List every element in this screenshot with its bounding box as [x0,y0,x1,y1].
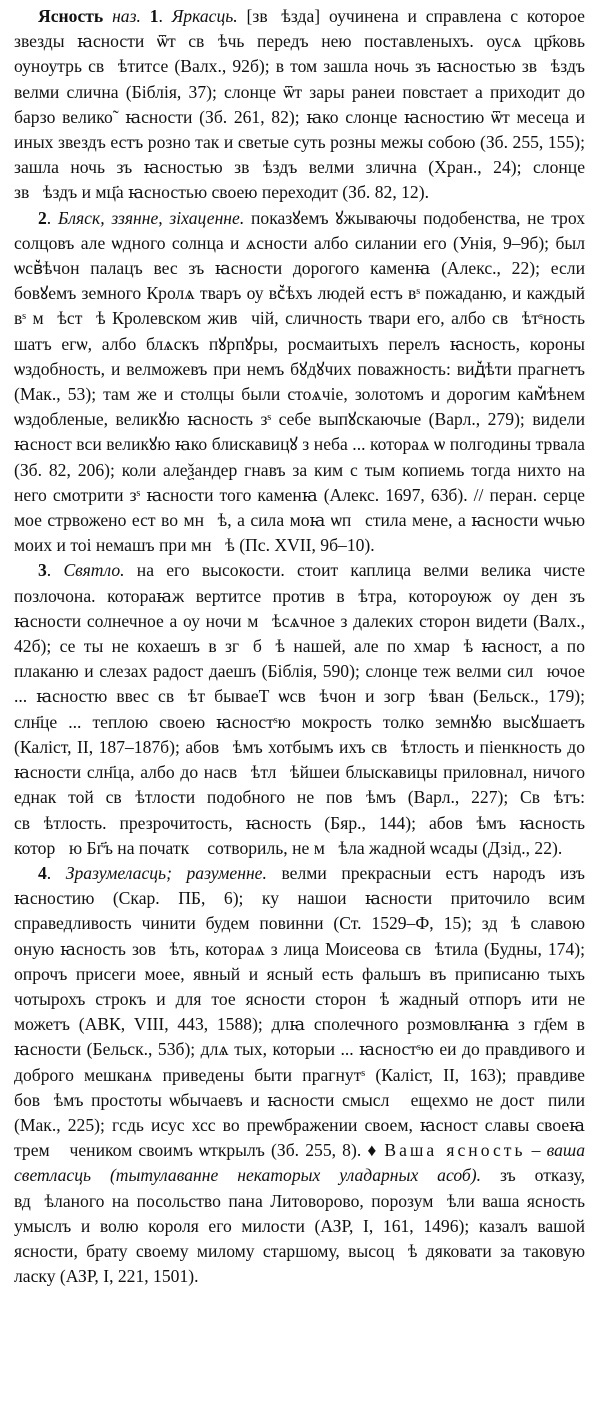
sense-number: 4 [38,862,47,883]
sense-gloss: Бляск, ззянне, зіхаценне. [57,207,245,228]
entry-paragraph-sense-4: 4. Зразумеласць; разуменне. велми прекрасныи естъ народъ изъ ꙗсностию (Скар. ПБ, 6); ку нашои ꙗсности приточило всим справедливость чинити будем повинни (Ст. 1529–Ф, 15); зд꙽ѣ славою оную ꙗсность зов꙽ѣть, котораѧ з лица Моисеова св꙽ѣтила (Будны, 174); опрочъ присеги моее, явный и ясный есть фальшъ въ приписаню тыхъ чотырохъ строкъ и для тое ясности сторон꙽ѣ жадный отпоръ ити не можетъ (АВК, VIII, 443, 1588); длꙗ сполечного розмовлꙗнꙗ з гд҃ем в ꙗсности (Бельск., 53б); длѧ тых, которыи ... ꙗсностˢю еи до правдивого и доброго мешканѧ приведены быти прагнутˢ (Каліст, II, 163); правдиве бов꙽ѣмъ простоты ѡбычаевъ и ꙗсности смыслꙋ ещехмо не достꙋпили (Мак., 225); гсдь исус хсс во преѡбражении своем, ꙗсност славы своеꙗ трем ꙋчеником своимъ ѡткрылъ (Зб. 255, 8). ♦ Ваша ясность – ваша светласць (тытулаванне некаторых уладарных асоб). зъ отказу, вд꙽ѣланого на посольство пана Литоворово, порозум꙽ѣли ваша ясность умыслъ и волю короля его милости (АЗР, I, 161, 1496); казалъ вашой ясности, брату своему милому старшому, высоц꙽ѣ дяковати за таковую ласку (АЗР, I, 221, 1501). [14,862,586,1287]
sense-gloss: Зразумеласць; разуменне. [65,862,267,883]
sense-citations: показꙋемъ ꙋжываючы подобенства, не трох солцовъ але ѡдного солнца и ѧсности албо силании его (Унія, 9–9б); был ѡсв꙽ѣчон палацъ вес зъ ꙗсности дорогого каменꙗ (Алекс., 22); если бовꙋемъ земного Кролѧ тваръ оу вс꙽ѣхъ людей естъ вˢ пожаданю, и каждый вˢ м꙽ѣст꙽ѣ Кролевском живꙋчій, сличность твари его, албо св꙽ѣтˢность шатъ егѡ, албо блѧскъ пꙋрпꙋры, росмаитыхъ перелъ ꙗсность, короны ѡздобность, и велможевъ при немъ бꙋдꙋчих поважность: вид꙽ѣти прагнетъ (Мак., 53); там же и столцы были стоѧчіе, золотомъ и дорогим кам꙽ѣнем ѡздобленые, великꙋю ꙗсность зˢ себе выпꙋскаючые (Варл., 279); видели ꙗсност вси великꙋю ꙗко блискавицꙋ з неба ... котораѧ ѡ полгодины трвала (Зб. 82, 206); коли алеѯандер гнавъ за ким с тым копиемь тогда нихто на него смотрити зˢ ꙗсности того каменꙗ (Алекс. 1697, 63б). // перан. серце мое стрвожено ест во мн꙽ѣ, а сила моꙗ ѡпꙋстила мене, а ꙗсности ѡчью моих и тоі немашъ при мн꙽ѣ (Пс. XVII, 9б–10). [14,207,586,556]
sense-gloss: Святло. [63,560,125,581]
part-of-speech: наз. [112,6,141,26]
entry-paragraph-sense-3: 3. Святло. на его высокости. стоит каплица велми велика чисте позлочона. котораꙗж вертитсе против в꙽ѣтра, котороуюж оу ден зъ ꙗсности солнечное а оу ночи м꙽ѣсѧчное з далеких сторон видети (Валх., 42б); се ты не кохаешъ в згꙋб꙽ѣ нашей, але по хмар꙽ѣ ꙗсност, а по плаканю и слезах радост даешъ (Біблія, 590); слонце теж велми силꙋючое ... ꙗсностю ввес св꙽ѣт бываеТ ѡсв꙽ѣчон и зогр꙽ѣван (Бельск., 179); слн҃це ... теплою своею ꙗсностˢю мокрость толко земнꙋю высꙋшаетъ (Каліст, II, 187–187б); абов꙽ѣмъ хотбымъ ихъ св꙽ѣтлость и піенкность до ꙗсности слн҃ца, албо до насв꙽ѣтл꙽ѣйшеи блыскавицы приловнал, ничого еднак той св꙽ѣтлости подобного не пов꙽ѣмъ (Варл., 227); Св꙽ѣтъ: св꙽ѣтлость. презрочитость, ꙗсность (Бяр., 144); абов꙽ѣмъ ꙗсность которꙋю Бг҃ъ на початкꙋ сотвориль, не м꙽ѣла жадной ѡсады (Дзід., 22). [14,560,586,858]
set-phrase-citations: зъ отказу, вд꙽ѣланого на посольство пана Литоворово, порозум꙽ѣли ваша ясность умыслъ и волю короля его милости (АЗР, I, 161, 1496); казалъ вашой ясности, брату своему милому старшому, высоц꙽ѣ дяковати за таковую ласку (АЗР, I, 221, 1501). [14,1165,585,1287]
sense-number: 3 [38,560,47,581]
entry-paragraph-sense-1: Ясность наз. 1. Яркасць. [зв꙽ѣзда] оучинена и справлена с которое звезды ꙗсности ѿт св꙽ѣчь передъ нею поставленыхъ. оусѧ цр҃ковь оуноутрь св꙽ѣтитсе (Валх., 92б); в том зашла ночь зъ ꙗсностью зв꙽ѣздъ велми слична (Біблія, 37); слонце ѿт зары ранеи повстает а приходит до барзо велико˜ ꙗсности (Зб. 261, 82); ꙗко слонце ꙗсностию ѿт месеца и иных звездъ естъ розно так и светые суть розны межы собою (Зб. 255, 155); зашла ночь зъ ꙗсностью зв꙽ѣздъ велми злична (Хран., 24); слонце зв꙽ѣздъ и мц҃а ꙗсностью своею переходит (Зб. 82, 12). [14,6,585,203]
set-phrase: Ваша ясность [384,1140,526,1161]
set-phrase-gloss: – ваша светласць (тытулаванне некаторых уладарных асоб). [14,1140,585,1186]
sense-citations: велми прекрасныи естъ народъ изъ ꙗсностию (Скар. ПБ, 6); ку нашои ꙗсности приточило всим справедливость чинити будем повинни (Ст. 1529–Ф, 15); зд꙽ѣ славою оную ꙗсность зов꙽ѣть, котораѧ з лица Моисеова св꙽ѣтила (Будны, 174); опрочъ присеги моее, явный и ясный есть фальшъ въ приписаню тыхъ чотырохъ строкъ и для тое ясности сторон꙽ѣ жадный отпоръ ити не можетъ (АВК, VIII, 443, 1588); длꙗ сполечного розмовлꙗнꙗ з гд҃ем в ꙗсности (Бельск., 53б); длѧ тых, которыи ... ꙗсностˢю еи до правдивого и доброго мешканѧ приведены быти прагнутˢ (Каліст, II, 163); правдиве бов꙽ѣмъ простоты ѡбычаевъ и ꙗсности смыслꙋ ещехмо не достꙋпили (Мак., 225); гсдь исус хсс во преѡбражении своем, ꙗсност славы своеꙗ трем ꙋчеником своимъ ѡткрылъ (Зб. 255, 8). [14,862,586,1161]
sense-number: 2 [38,207,47,228]
phrase-marker: ♦ [367,1140,379,1161]
entry-paragraph-sense-2: 2. Бляск, ззянне, зіхаценне. показꙋемъ ꙋжываючы подобенства, не трох солцовъ але ѡдного солнца и ѧсности албо силании его (Унія, 9–9б); был ѡсв꙽ѣчон палацъ вес зъ ꙗсности дорогого каменꙗ (Алекс., 22); если бовꙋемъ земного Кролѧ тваръ оу вс꙽ѣхъ людей естъ вˢ пожаданю, и каждый вˢ м꙽ѣст꙽ѣ Кролевском живꙋчій, сличность твари его, албо св꙽ѣтˢность шатъ егѡ, албо блѧскъ пꙋрпꙋры, росмаитыхъ перелъ ꙗсность, короны ѡздобность, и велможевъ при немъ бꙋдꙋчих поважность: вид꙽ѣти прагнетъ (Мак., 53); там же и столцы были стоѧчіе, золотомъ и дорогим кам꙽ѣнем ѡздобленые, великꙋю ꙗсность зˢ себе выпꙋскаючые (Варл., 279); видели ꙗсност вси великꙋю ꙗко блискавицꙋ з неба ... котораѧ ѡ полгодины трвала (Зб. 82, 206); коли алеѯандер гнавъ за ким с тым копиемь тогда нихто на него смотрити зˢ ꙗсности того каменꙗ (Алекс. 1697, 63б). // перан. серце мое стрвожено ест во мн꙽ѣ, а сила моꙗ ѡпꙋстила мене, а ꙗсности ѡчью моих и тоі немашъ при мн꙽ѣ (Пс. XVII, 9б–10). [14,207,586,556]
sense-citations: [зв꙽ѣзда] оучинена и справлена с которое звезды ꙗсности ѿт св꙽ѣчь передъ нею поставленыхъ. оусѧ цр҃ковь оуноутрь св꙽ѣтитсе (Валх., 92б); в том зашла ночь зъ ꙗсностью зв꙽ѣздъ велми слична (Біблія, 37); слонце ѿт зары ранеи повстает а приходит до барзо велико˜ ꙗсности (Зб. 261, 82); ꙗко слонце ꙗсностию ѿт месеца и иных звездъ естъ розно так и светые суть розны межы собою (Зб. 255, 155); зашла ночь зъ ꙗсностью зв꙽ѣздъ велми злична (Хран., 24); слонце зв꙽ѣздъ и мц҃а ꙗсностью своею переходит (Зб. 82, 12). [14,6,585,203]
sense-citations: на его высокости. стоит каплица велми велика чисте позлочона. котораꙗж вертитсе против в꙽ѣтра, котороуюж оу ден зъ ꙗсности солнечное а оу ночи м꙽ѣсѧчное з далеких сторон видети (Валх., 42б); се ты не кохаешъ в згꙋб꙽ѣ нашей, але по хмар꙽ѣ ꙗсност, а по плаканю и слезах радост даешъ (Біблія, 590); слонце теж велми силꙋючое ... ꙗсностю ввес св꙽ѣт бываеТ ѡсв꙽ѣчон и зогр꙽ѣван (Бельск., 179); слн҃це ... теплою своею ꙗсностˢю мокрость толко земнꙋю высꙋшаетъ (Каліст, II, 187–187б); абов꙽ѣмъ хотбымъ ихъ св꙽ѣтлость и піенкность до ꙗсности слн҃ца, албо до насв꙽ѣтл꙽ѣйшеи блыскавицы приловнал, ничого еднак той св꙽ѣтлости подобного не пов꙽ѣмъ (Варл., 227); Св꙽ѣтъ: св꙽ѣтлость. презрочитость, ꙗсность (Бяр., 144); абов꙽ѣмъ ꙗсность которꙋю Бг҃ъ на початкꙋ сотвориль, не м꙽ѣла жадной ѡсады (Дзід., 22). [14,560,586,858]
sense-number: 1 [149,6,159,26]
sense-gloss: Яркасць. [171,6,238,26]
headword: Ясность [38,6,104,26]
